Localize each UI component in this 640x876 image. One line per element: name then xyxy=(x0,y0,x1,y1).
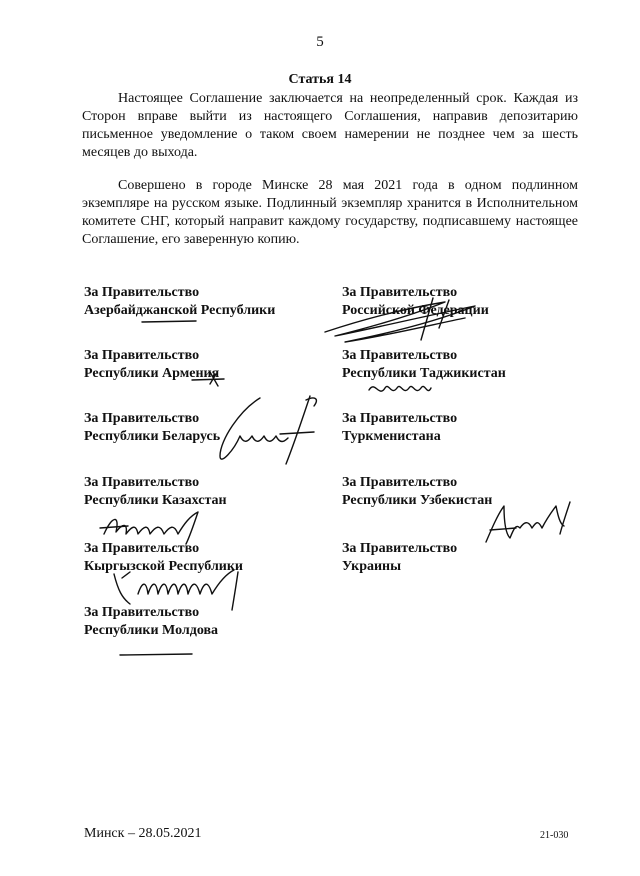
signature-belarus xyxy=(210,390,330,470)
signatory-line1: За Правительство xyxy=(84,541,200,556)
signature-russia xyxy=(315,292,485,352)
signatory-line2: Республики Казахстан xyxy=(84,493,227,508)
signatory-line2: Кыргызской Республики xyxy=(84,559,243,574)
signatory-block-belarus xyxy=(84,410,220,446)
signatory-line2: Республики Таджикистан xyxy=(342,366,506,381)
signature-tajikistan xyxy=(365,378,435,402)
footer-place-date: Минск – 28.05.2021 xyxy=(84,826,202,841)
signatory-block-kazakhstan xyxy=(84,474,227,510)
signatory-line1: За Правительство xyxy=(84,605,200,620)
signatory-line2: Украины xyxy=(342,559,402,574)
signatory-line2: Республики Беларусь xyxy=(84,429,221,444)
signature-ukraine xyxy=(480,498,580,548)
signatory-line1: За Правительство xyxy=(342,411,458,426)
signature-kyrgyzstan xyxy=(108,564,248,612)
signatory-line1: За Правительство xyxy=(84,411,200,426)
article-paragraph-term: Настоящее Соглашение заключается на неопределенный срок. Каждая из Сторон вправе выйти из настоящего Соглашения, направив депозитарию письменное уведомление о таком своем намерении не позднее чем за шесть месяцев до выхода. xyxy=(82,91,578,160)
page-number: 5 xyxy=(316,34,324,50)
signature-azerbaijan xyxy=(140,316,200,326)
signatory-line2: Российской Федерации xyxy=(342,303,489,318)
footer-doc-code: 21-030 xyxy=(540,830,569,841)
signatory-line2: Азербайджанской Республики xyxy=(84,303,276,318)
signature-armenia xyxy=(190,368,230,388)
signatory-line2: Республики Молдова xyxy=(84,623,219,638)
signatory-block-ukraine xyxy=(342,540,457,576)
signatory-line2: Республики Армения xyxy=(84,366,220,381)
signatory-block-turkmenistan xyxy=(342,410,457,446)
signatory-block-azerbaijan xyxy=(84,284,275,320)
signature-kazakhstan xyxy=(98,506,208,546)
signatory-line2: Республики Узбекистан xyxy=(342,493,493,508)
signatory-line1: За Правительство xyxy=(342,541,458,556)
signatory-line1: За Правительство xyxy=(84,475,200,490)
signatory-line1: За Правительство xyxy=(342,348,458,363)
signatory-line1: За Правительство xyxy=(84,348,200,363)
article-heading: Статья 14 xyxy=(288,72,352,87)
article-paragraph-done: Совершено в городе Минске 28 мая 2021 года в одном подлинном экземпляре на русском языке. Подлинный экземпляр хранится в Исполнительном комитете СНГ, который направит каждому государству, подписавшему настоящее Соглашение, его заверенную копию. xyxy=(82,178,578,247)
signatory-line2: Туркменистана xyxy=(342,429,441,444)
signatory-block-uzbekistan xyxy=(342,474,492,510)
signatory-line1: За Правительство xyxy=(342,475,458,490)
signatory-line1: За Правительство xyxy=(84,285,200,300)
signature-moldova xyxy=(118,650,198,660)
signatory-line1: За Правительство xyxy=(342,285,458,300)
